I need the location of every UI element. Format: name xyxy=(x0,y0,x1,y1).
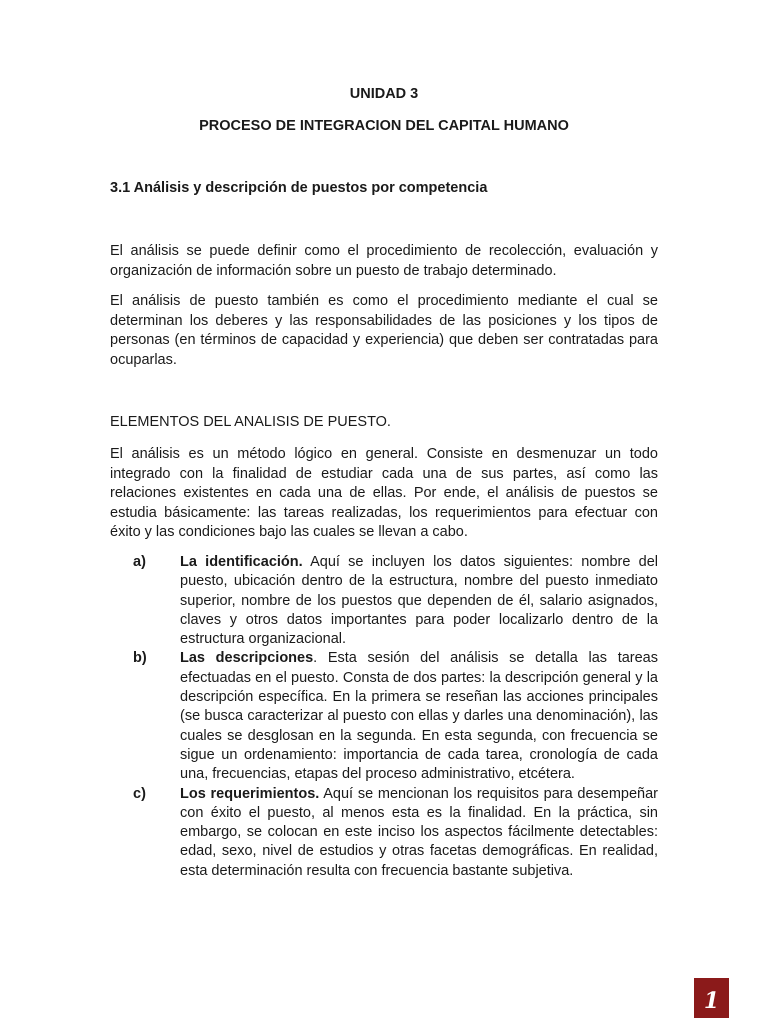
unit-title: UNIDAD 3 xyxy=(349,86,419,102)
paragraph-procedure xyxy=(110,292,658,370)
paragraph-text: El análisis es un método lógico en general. Consiste en desmenuzar un todo integrado con la finalidad de estudiar cada una de sus partes, así como las relaciones existentes en cada una de ellas. Por ende, el análisis de puestos se estudia básicamente: las tareas realizadas, los requerimientos para efectuar con éxito y las condiciones bajo las cuales se llevan a cabo. xyxy=(110,446,658,540)
list-item-description: . Esta sesión del análisis se detalla las tareas efectuadas en el puesto. Consta de dos partes: la descripción general y la descripción específica. En la primera se reseñan las acciones principales (se busca caracterizar al puesto con ellas y darles una denominación), las cuales se desglosan en la segunda. En esta segunda, con frecuencia se sigue un ordenamiento: importancia de cada tarea, cronología de cada una, frecuencias, etapas del proceso administrativo, etcétera. xyxy=(180,650,658,783)
list-marker: b) xyxy=(133,650,147,667)
list-item-term: La identificación. xyxy=(180,554,303,570)
list-item-term: Los requerimientos. xyxy=(180,785,320,802)
list-item-text xyxy=(180,785,658,881)
list-marker: a) xyxy=(133,554,146,570)
elements-intro xyxy=(110,445,658,543)
list-item-descripciones xyxy=(110,649,658,784)
section-heading: 3.1 Análisis y descripción de puestos por competencia xyxy=(110,180,488,196)
list-item-description: Aquí se incluyen los datos siguientes: nombre del puesto, ubicación dentro de la estructura, nombre del puesto inmediato superior, nombre de los puestos que dependen de él, salario asignados, claves y otros datos importantes para poder localizarlo dentro de la estructura organizacional. xyxy=(180,554,658,648)
list-item-text xyxy=(180,553,658,649)
list-item-term: Las descripciones xyxy=(180,650,314,667)
list-item-description: Aquí se mencionan los requisitos para desempeñar con éxito el puesto, al menos esta es la finalidad. En la práctica, sin embargo, se colocan en este inciso los aspectos fácilmente detectables: edad, sexo, nivel de estudios y otras facetas demográficas. En realidad, esta determinación resulta con frecuencia bastante subjetiva. xyxy=(180,785,659,879)
list-item-text xyxy=(180,649,658,784)
paragraph-text: El análisis se puede definir como el procedimiento de recolección, evaluación y organización de información sobre un puesto de trabajo determinado. xyxy=(110,243,658,279)
list-item-identificacion xyxy=(110,553,658,649)
page-number-badge: 1 xyxy=(694,978,729,1018)
document-title: PROCESO DE INTEGRACION DEL CAPITAL HUMANO xyxy=(199,118,569,134)
list-item-requerimientos xyxy=(110,785,658,881)
paragraph-definition xyxy=(110,242,658,281)
elements-list xyxy=(110,553,658,881)
paragraph-text: El análisis de puesto también es como el procedimiento mediante el cual se determinan los deberes y las responsabilidades de las posiciones y los tipos de personas (en términos de capacidad y experiencia) que deben ser contratadas para ocuparlas. xyxy=(110,293,658,368)
elements-heading xyxy=(110,413,658,433)
elements-heading-text: ELEMENTOS DEL ANALISIS DE PUESTO. xyxy=(110,414,391,430)
list-marker: c) xyxy=(133,785,146,802)
